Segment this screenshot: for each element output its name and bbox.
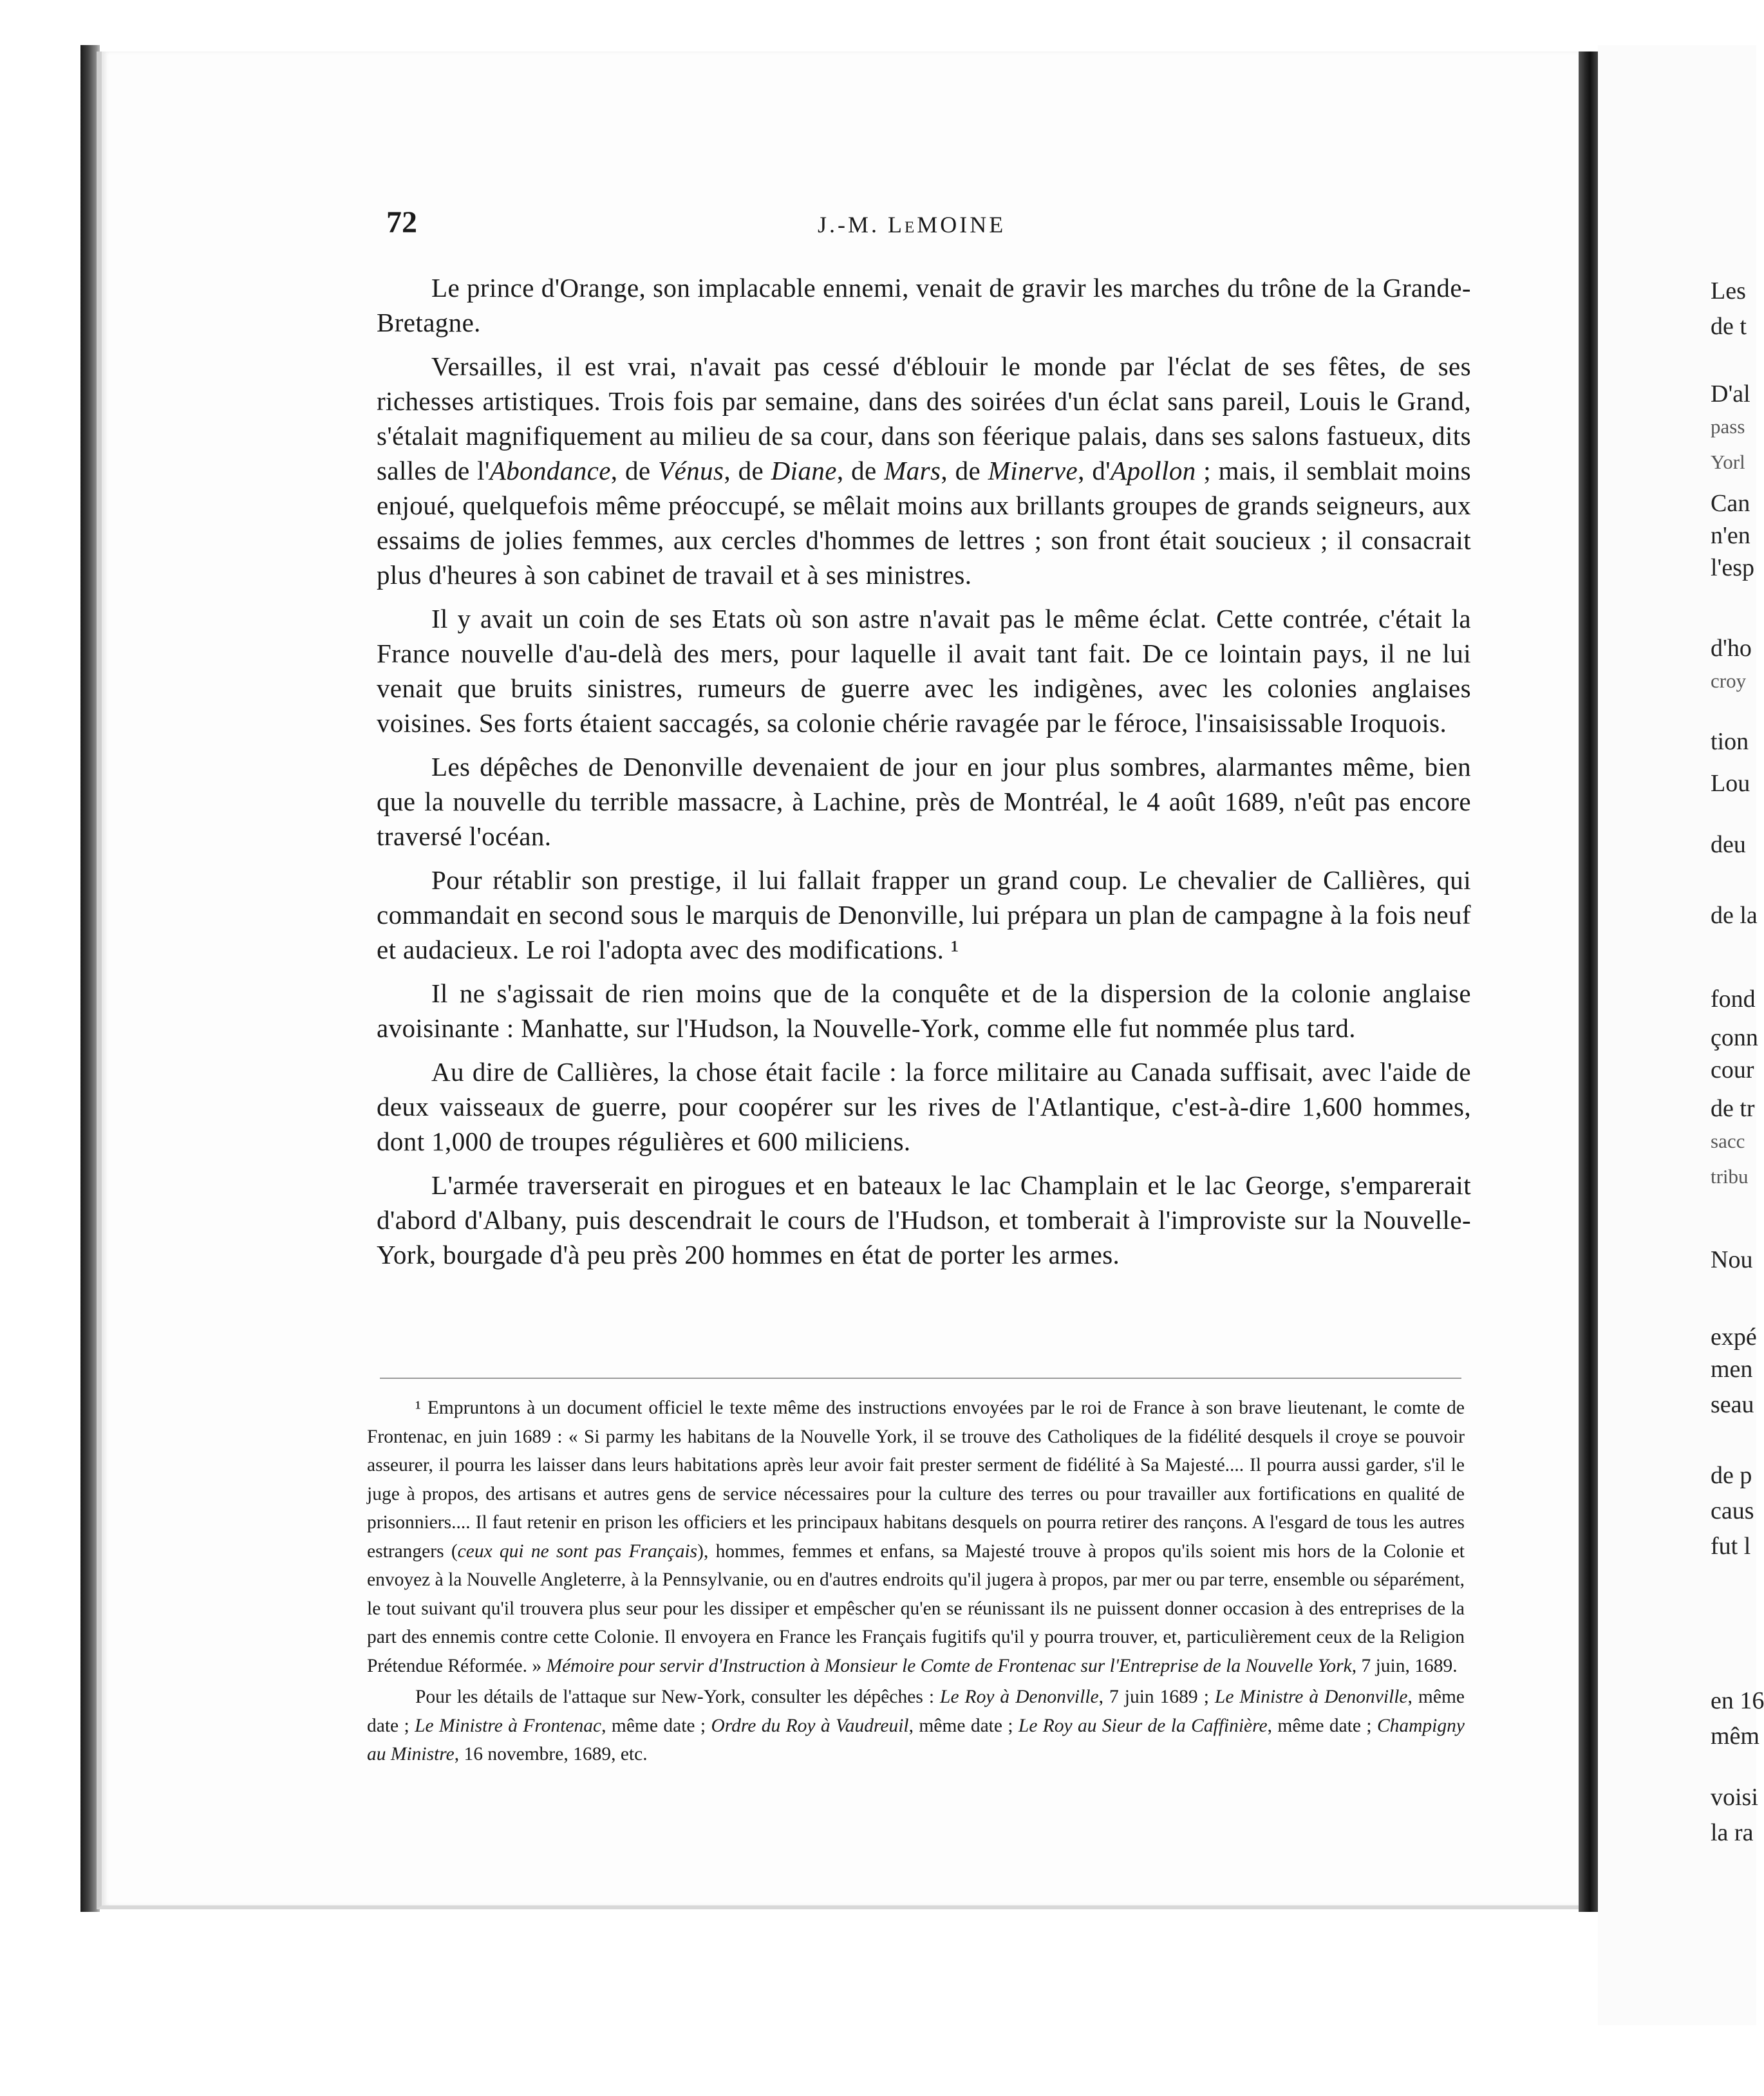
next-page-line: mêm (1711, 1723, 1759, 1750)
text-run: Il y avait un coin de ses Etats où son astre n'avait pas le même éclat. Cette contrée, c'était la France nouvelle d'au-delà des mers, pour laquelle il avait tant fait. De ce lointain pays, il ne lui venait que bruits sinistres, rumeurs de guerre avec les indigènes, avec les colonies anglaises voisines. Ses forts étaient saccagés, sa colonie chérie ravagée par le féroce, l'insaisissable Iroquois. (377, 604, 1471, 738)
text-run: , d' (1078, 456, 1111, 485)
next-page-line: tribu (1711, 1165, 1749, 1188)
next-page-line: Can (1711, 490, 1750, 517)
text-run: , de (941, 456, 988, 485)
italic-text: Vénus (658, 456, 724, 485)
text-run: Les dépêches de Denonville devenaient de jour en jour plus sombres, alarmantes même, bien que la nouvelle du terrible massacre, à Lachine, près de Montréal, le 4 août 1689, n'eût pas encore traversé l'océan. (377, 752, 1471, 851)
text-run: L'armée traverserait en pirogues et en bateaux le lac Champlain et le lac George, s'emparerait d'abord d'Albany, puis descendrait le cours de l'Hudson, et tomberait à l'improviste sur la Nouvelle-York, bourgade d'à peu près 200 hommes en état de porter les armes. (377, 1170, 1471, 1269)
next-page-line: en 16 (1711, 1687, 1764, 1714)
italic-text: Le Ministre à Frontenac (415, 1715, 602, 1736)
italic-text: Abondance (489, 456, 611, 485)
next-page-line: expé (1711, 1324, 1757, 1351)
next-page-line: de t (1711, 313, 1747, 340)
text-run: , même date ; (908, 1715, 1018, 1736)
italic-text: Minerve (988, 456, 1078, 485)
text-run: ¹ Empruntons à un document officiel le texte même des instructions envoyées par le roi de France à son brave lieutenant, le comte de Frontenac, en juin 1689 : « Si parmy les habitans de la Nouvelle York, il se trouve des Catholiques de la fidélité desquels il croye se pouvoir asseurer, il pourra les laisser dans leurs habitations après leur avoir fait prester serment de fidélité à Sa Majesté.... Il pourra aussi garder, s'il le juge à propos, des artisans et autres gens de service nécessaires pour la culture des terres ou pour travailler aux fortifications en qualité de prisonniers.... Il faut retenir en prison les officiers et les principaux habitans desquels on pourra retirer des rançons. A l'esgard de tous les autres estrangers ( (367, 1398, 1465, 1562)
text-run: Pour les détails de l'attaque sur New-York, consulter les dépêches : (415, 1687, 941, 1707)
text-run: , 7 juin 1689 ; (1098, 1687, 1215, 1707)
next-page-line: Nou (1711, 1246, 1753, 1273)
text-run: , de (836, 456, 885, 485)
next-page-line: Lou (1711, 770, 1750, 797)
italic-text: Mémoire pour servir d'Instruction à Monsieur le Comte de Frontenac sur l'Entreprise de la Nouvelle York (546, 1655, 1352, 1676)
italic-text: Champigny au Ministre (367, 1715, 1465, 1764)
next-page-line: caus (1711, 1497, 1754, 1524)
next-page-line: çonn (1711, 1024, 1758, 1051)
scan-left-margin (0, 0, 80, 2096)
italic-text: Ordre du Roy à Vaudreuil (711, 1715, 909, 1736)
text-run: , de (610, 456, 659, 485)
text-run: , 7 juin, 1689. (1351, 1655, 1458, 1676)
next-page-line: deu (1711, 831, 1746, 858)
italic-text: Le Ministre à Denonville (1214, 1687, 1408, 1707)
text-run: Versailles, il est vrai, n'avait pas cessé d'éblouir le monde par l'éclat de ses fêtes, de ses richesses artistiques. Trois fois par semaine, dans des soirées d'un éclat sans pareil, Louis le Grand, s'étalait magnifiquement au milieu de sa cour, dans son féerique palais, dans ses salons fastueux, dits salles de l' (377, 351, 1471, 485)
next-page-line: men (1711, 1356, 1753, 1383)
next-page-line: fut l (1711, 1533, 1751, 1560)
next-page-line: seau (1711, 1391, 1754, 1418)
next-page-line: la ra (1711, 1819, 1754, 1846)
paragraph (377, 749, 1471, 854)
page-number: 72 (386, 205, 417, 239)
paragraph (377, 863, 1471, 967)
text-run: , même date ; (1267, 1715, 1377, 1736)
paragraph (377, 270, 1471, 340)
running-title: J.-M. LeMOINE (818, 212, 1006, 238)
text-run: Il ne s'agissait de rien moins que de la conquête et de la dispersion de la colonie anglaise avoisinante : Manhatte, sur l'Hudson, la Nouvelle-York, comme elle fut nommée plus tard. (377, 978, 1471, 1043)
next-page-line: sacc (1711, 1130, 1745, 1152)
page-gutter (1579, 51, 1598, 1912)
italic-text: Le Roy au Sieur de la Caffinière (1018, 1715, 1268, 1736)
paragraph (377, 1054, 1471, 1159)
italic-text: Le Roy à Denonville (940, 1687, 1099, 1707)
footnote (367, 1683, 1465, 1769)
text-run: , même date ; (367, 1687, 1465, 1736)
italic-text: Apollon (1111, 456, 1196, 485)
body-text (377, 270, 1471, 1281)
next-page-line: de la (1711, 902, 1758, 929)
paragraph (377, 601, 1471, 740)
text-run: ), hommes, femmes et enfans, sa Majesté trouve à propos qu'ils soient mis hors de la Colonie et envoyez à la Nouvelle Angleterre, à la Pennsylvanie, ou en d'autres endroits qu'il jugera à propos, par mer ou par terre, ensemble ou séparément, le tout suivant qu'il trouvera plus seur pour les dissiper et empêscher qu'en se réunissant ils ne puissent donner occasion à des entreprises de la part des ennemis contre cette Colonie. Il envoyera en France les Français fugitifs qu'il y pourra trouver, et, particulièrement ceux de la Religion Prétendue Réformée. » (367, 1540, 1465, 1676)
next-page-line: Yorl (1711, 451, 1745, 473)
next-page-fragment (1598, 45, 1764, 2041)
next-page-line: n'en (1711, 522, 1750, 549)
paragraph (377, 976, 1471, 1045)
footnote-rule (380, 1378, 1461, 1379)
footnote (367, 1394, 1465, 1680)
text-run: Le prince d'Orange, son implacable ennemi, venait de gravir les marches du trône de la Grande-Bretagne. (377, 273, 1471, 337)
paragraph (377, 1168, 1471, 1272)
next-page-line: voisi (1711, 1784, 1758, 1811)
text-run: Pour rétablir son prestige, il lui fallait frapper un grand coup. Le chevalier de Callières, qui commandait en second sous le marquis de Denonville, lui prépara un plan de campagne à la fois neuf et audacieux. Le roi l'adopta avec des modifications. ¹ (377, 865, 1471, 964)
next-page-line: D'al (1711, 380, 1750, 407)
text-run: , 16 novembre, 1689, etc. (454, 1744, 648, 1764)
text-run: Au dire de Callières, la chose était facile : la force militaire au Canada suffisait, avec l'aide de deux vaisseaux de guerre, pour coopérer sur les rives de l'Atlantique, c'est-à-dire 1,600 hommes, dont 1,000 de troupes régulières et 600 miliciens. (377, 1057, 1471, 1156)
next-page-line: de p (1711, 1462, 1752, 1489)
next-page-line: cour (1711, 1056, 1754, 1083)
next-page-line: fond (1711, 986, 1756, 1013)
next-page-line: l'esp (1711, 554, 1755, 581)
text-run: , même date ; (601, 1715, 711, 1736)
italic-text: Mars (884, 456, 941, 485)
text-run: , de (724, 456, 771, 485)
italic-text: ceux qui ne sont pas Français (457, 1540, 698, 1562)
next-page-line: croy (1711, 669, 1747, 692)
text-run: ; mais, il semblait moins enjoué, quelquefois même préoccupé, se mêlait moins aux brillants groupes de grands seigneurs, aux essaims de jolies femmes, aux cercles d'hommes de lettres ; son front était soucieux ; il consacrait plus d'heures à son cabinet de travail et à ses ministres. (377, 456, 1472, 590)
next-page-line: tion (1711, 728, 1749, 755)
next-page-line: pass (1711, 415, 1745, 438)
italic-text: Diane (771, 456, 837, 485)
footnotes (367, 1394, 1465, 1772)
scan-bottom-margin (0, 2025, 1756, 2096)
next-page-line: de tr (1711, 1095, 1755, 1122)
next-page-line: d'ho (1711, 635, 1752, 662)
paragraph (377, 349, 1471, 592)
next-page-line: Les (1711, 277, 1746, 304)
scan-top-margin (0, 0, 1756, 48)
